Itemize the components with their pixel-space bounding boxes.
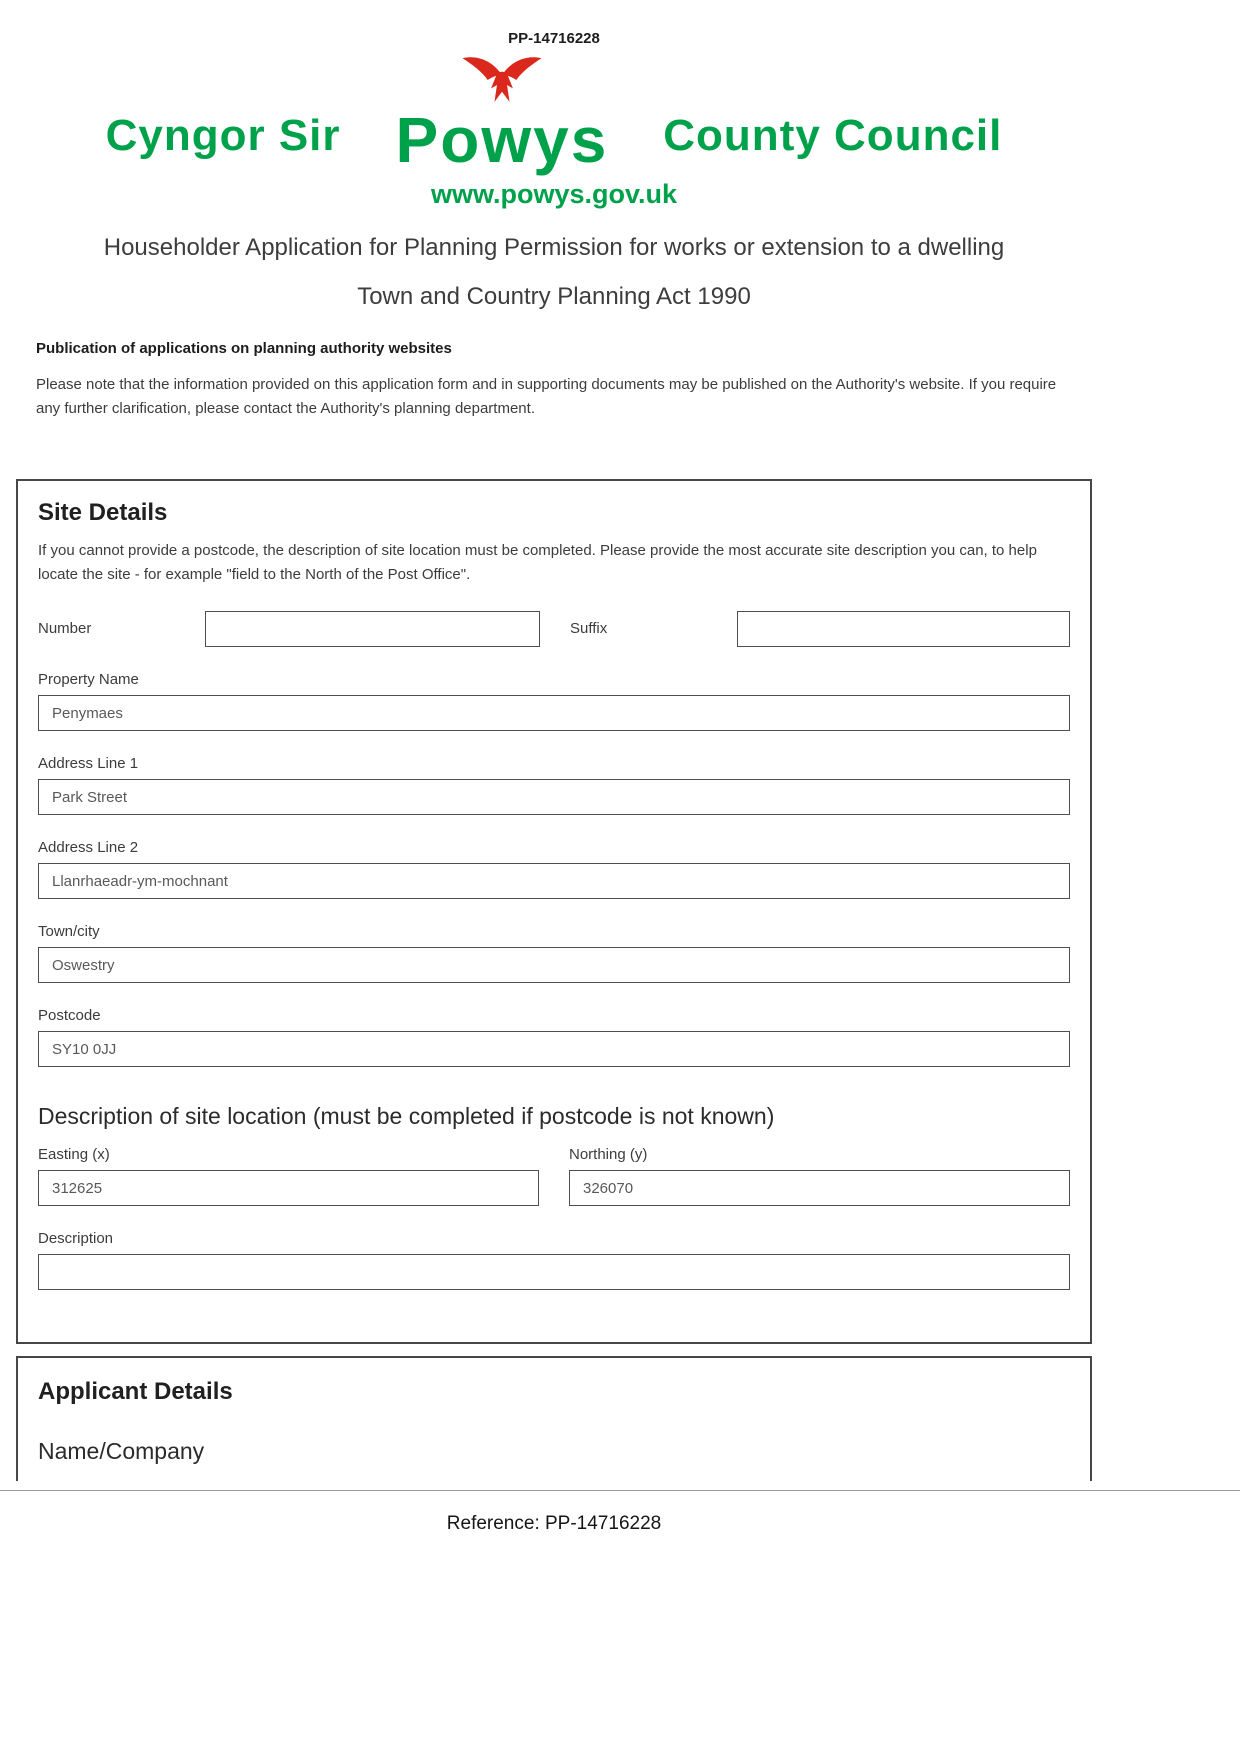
address-line-1-input[interactable]	[38, 779, 1070, 815]
planning-act-subtitle: Town and Country Planning Act 1990	[357, 283, 751, 311]
suffix-input[interactable]	[737, 611, 1070, 647]
footer-reference: Reference: PP-14716228	[446, 1513, 662, 1534]
suffix-label: Suffix	[570, 620, 608, 638]
reference-number-top: PP-14716228	[508, 30, 600, 47]
site-location-heading: Description of site location (must be completed if postcode is not known)	[38, 1103, 775, 1130]
footer-divider	[0, 1490, 1240, 1491]
page-footer	[0, 1490, 1240, 1535]
easting-northing-row	[38, 1146, 1070, 1206]
number-label: Number	[38, 620, 92, 638]
postcode-field	[38, 1007, 1070, 1067]
document-header	[0, 0, 1108, 421]
easting-label: Easting (x)	[38, 1146, 110, 1164]
easting-field	[38, 1146, 539, 1206]
northing-label: Northing (y)	[569, 1146, 648, 1164]
address-line-2-label: Address Line 2	[38, 839, 139, 857]
town-city-label: Town/city	[38, 923, 100, 941]
number-input[interactable]	[205, 611, 540, 647]
town-city-input[interactable]	[38, 947, 1070, 983]
town-city-field	[38, 923, 1070, 983]
description-input[interactable]	[38, 1254, 1070, 1290]
applicant-details-section	[16, 1356, 1092, 1481]
northing-input[interactable]	[569, 1170, 1070, 1206]
postcode-input[interactable]	[38, 1031, 1070, 1067]
logo-text-cyngor-sir: Cyngor Sir	[105, 111, 341, 161]
address-line-1-label: Address Line 1	[38, 755, 139, 773]
site-details-intro: If you cannot provide a postcode, the description of site location must be completed. Please provide the most accurate site description you can, to help locate the site - for example "field to the North of the Post Office".	[38, 542, 1037, 584]
council-website-url: www.powys.gov.uk	[430, 179, 678, 210]
name-company-heading: Name/Company	[38, 1438, 205, 1465]
council-logo	[0, 49, 1108, 174]
red-kite-icon	[460, 49, 544, 111]
publication-note: Please note that the information provided on this application form and in supporting documents may be published on the Authority's website. If you require any further clarification, please contact the Authority's planning department.	[36, 376, 1057, 418]
easting-input[interactable]	[38, 1170, 539, 1206]
postcode-label: Postcode	[38, 1007, 101, 1025]
applicant-details-title: Applicant Details	[38, 1378, 233, 1406]
form-title: Householder Application for Planning Permission for works or extension to a dwelling	[103, 234, 1005, 262]
northing-field	[569, 1146, 1070, 1206]
site-details-title: Site Details	[38, 499, 168, 527]
description-label: Description	[38, 1230, 114, 1248]
publication-heading: Publication of applications on planning authority websites	[36, 340, 452, 358]
address-line-2-input[interactable]	[38, 863, 1070, 899]
address-line-1-field	[38, 755, 1070, 815]
address-line-2-field	[38, 839, 1070, 899]
logo-text-powys: Powys	[395, 104, 609, 176]
number-suffix-row	[38, 611, 1070, 647]
property-name-input[interactable]	[38, 695, 1070, 731]
property-name-field	[38, 671, 1070, 731]
site-details-section	[16, 479, 1092, 1344]
logo-text-county-council: County Council	[663, 111, 1003, 161]
property-name-label: Property Name	[38, 671, 139, 689]
description-field	[38, 1230, 1070, 1290]
logo-center-block	[396, 49, 609, 174]
